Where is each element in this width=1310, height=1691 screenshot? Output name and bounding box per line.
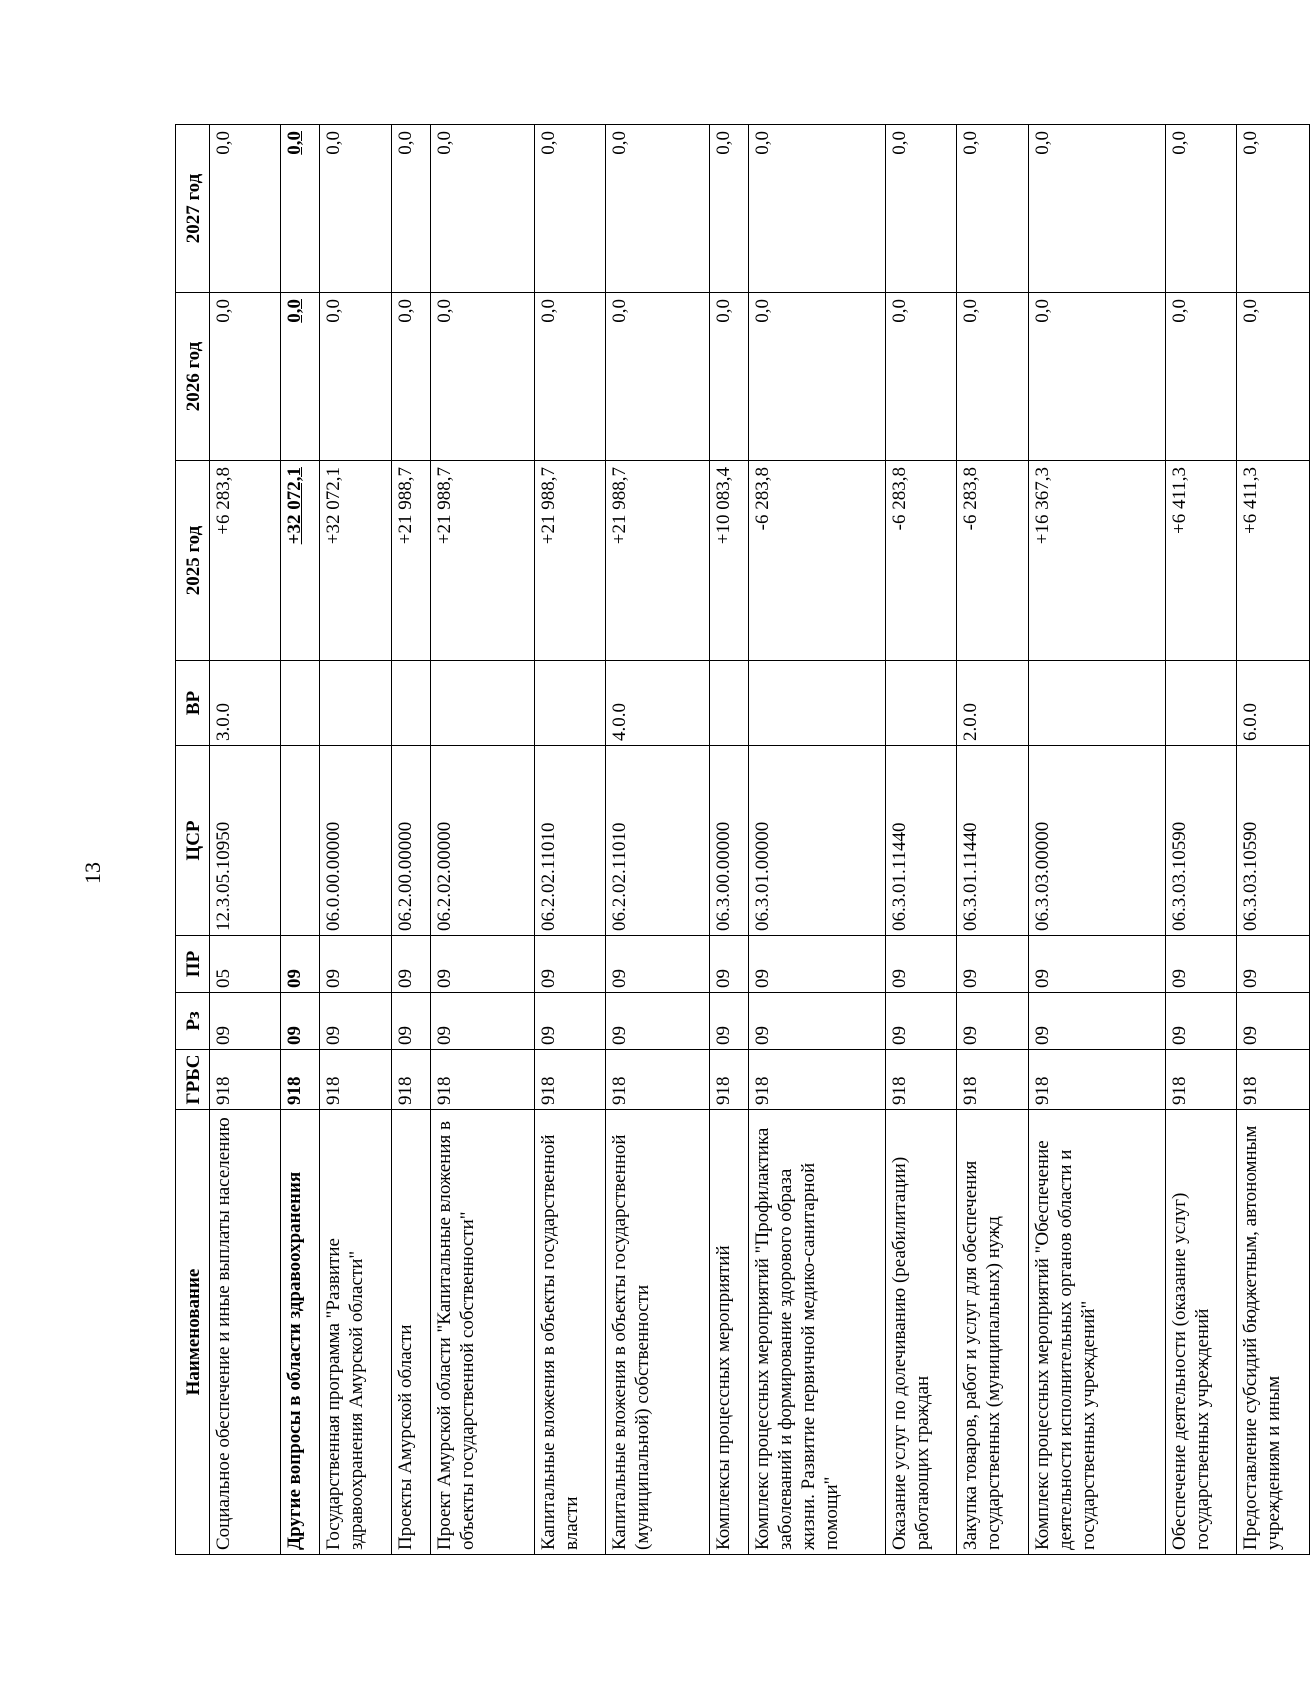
cell-csr: 06.2.00.00000 [391,746,430,936]
cell-pr: 09 [1165,936,1236,993]
cell-rz: 09 [1028,993,1165,1050]
cell-2025: +6 283,8 [210,461,281,661]
cell-2025: -6 283,8 [957,461,1028,661]
cell-2026: 0,0 [710,293,749,461]
cell-name: Проект Амурской области "Капитальные вложения в объекты государственной собственности" [430,1110,534,1555]
cell-pr: 09 [391,936,430,993]
cell-2026: 0,0 [391,293,430,461]
table-row [210,125,281,1555]
cell-2027: 0,0 [281,125,320,293]
header-grbs: ГРБС [176,1050,210,1110]
cell-vr: 3.0.0 [210,661,281,746]
cell-rz: 09 [210,993,281,1050]
cell-grbs: 918 [1165,1050,1236,1110]
cell-vr [885,661,956,746]
cell-2027: 0,0 [710,125,749,293]
cell-2026: 0,0 [749,293,886,461]
cell-2025: +21 988,7 [391,461,430,661]
cell-2025: -6 283,8 [749,461,886,661]
cell-2027: 0,0 [1165,125,1236,293]
cell-csr [281,746,320,936]
cell-vr [430,661,534,746]
table-row [391,125,430,1555]
cell-grbs: 918 [281,1050,320,1110]
cell-pr: 09 [1028,936,1165,993]
cell-2026: 0,0 [320,293,391,461]
cell-grbs: 918 [534,1050,605,1110]
cell-2027: 0,0 [430,125,534,293]
cell-2025: -6 283,8 [885,461,956,661]
table-row [534,125,605,1555]
cell-2025: +32 072,1 [320,461,391,661]
cell-rz: 09 [320,993,391,1050]
cell-csr: 06.3.03.00000 [1028,746,1165,936]
cell-pr: 09 [710,936,749,993]
cell-rz: 09 [1237,993,1310,1050]
cell-2027: 0,0 [1237,125,1310,293]
cell-vr [534,661,605,746]
cell-name: Проекты Амурской области [391,1110,430,1555]
table-row [430,125,534,1555]
cell-2025: +21 988,7 [606,461,710,661]
header-vr: ВР [176,661,210,746]
cell-grbs: 918 [1237,1050,1310,1110]
cell-vr [1165,661,1236,746]
cell-2025: +21 988,7 [534,461,605,661]
cell-name: Капитальные вложения в объекты государственной (муниципальной) собственности [606,1110,710,1555]
cell-pr: 09 [885,936,956,993]
cell-2026: 0,0 [210,293,281,461]
cell-name: Социальное обеспечение и иные выплаты населению [210,1110,281,1555]
cell-rz: 09 [430,993,534,1050]
cell-name: Закупка товаров, работ и услуг для обеспечения государственных (муниципальных) нужд [957,1110,1028,1555]
cell-2025: +32 072,1 [281,461,320,661]
cell-csr: 12.3.05.10950 [210,746,281,936]
cell-2027: 0,0 [320,125,391,293]
budget-table [175,124,1310,1555]
table-row [957,125,1028,1555]
cell-rz: 09 [281,993,320,1050]
cell-csr: 06.3.01.11440 [885,746,956,936]
cell-2026: 0,0 [885,293,956,461]
cell-rz: 09 [710,993,749,1050]
header-pr: ПР [176,936,210,993]
table-row [885,125,956,1555]
table-row [606,125,710,1555]
cell-name: Оказание услуг по долечиванию (реабилитации) работающих граждан [885,1110,956,1555]
cell-rz: 09 [885,993,956,1050]
cell-2027: 0,0 [957,125,1028,293]
cell-rz: 09 [957,993,1028,1050]
cell-pr: 09 [320,936,391,993]
cell-2027: 0,0 [534,125,605,293]
cell-csr: 06.3.03.10590 [1165,746,1236,936]
cell-2026: 0,0 [534,293,605,461]
cell-2026: 0,0 [957,293,1028,461]
cell-2027: 0,0 [606,125,710,293]
cell-2026: 0,0 [606,293,710,461]
cell-pr: 09 [534,936,605,993]
cell-vr [710,661,749,746]
cell-vr [391,661,430,746]
cell-rz: 09 [391,993,430,1050]
page-number: 13 [80,862,105,884]
cell-name: Государственная программа "Развитие здравоохранения Амурской области" [320,1110,391,1555]
cell-name: Предоставление субсидий бюджетным, автономным учреждениям и иным [1237,1110,1310,1555]
cell-name: Комплекс процессных мероприятий "Профилактика заболеваний и формирование здорового образа жизни. Развитие первичной медико-санитарной помощи" [749,1110,886,1555]
cell-2027: 0,0 [1028,125,1165,293]
table-row [1237,125,1310,1555]
header-2025: 2025 год [176,461,210,661]
cell-csr: 06.3.03.10590 [1237,746,1310,936]
cell-csr: 06.3.01.00000 [749,746,886,936]
table-body [210,125,1310,1555]
cell-rz: 09 [534,993,605,1050]
cell-csr: 06.2.02.11010 [534,746,605,936]
cell-vr: 2.0.0 [957,661,1028,746]
cell-2027: 0,0 [210,125,281,293]
table-row [320,125,391,1555]
cell-grbs: 918 [320,1050,391,1110]
cell-grbs: 918 [430,1050,534,1110]
table-row [1165,125,1236,1555]
cell-2025: +6 411,3 [1165,461,1236,661]
cell-grbs: 918 [957,1050,1028,1110]
cell-grbs: 918 [885,1050,956,1110]
header-2027: 2027 год [176,125,210,293]
cell-grbs: 918 [210,1050,281,1110]
cell-vr [1028,661,1165,746]
cell-vr [281,661,320,746]
cell-pr: 09 [749,936,886,993]
rotated-table-container [175,125,1310,1555]
cell-name: Обеспечение деятельности (оказание услуг) государственных учреждений [1165,1110,1236,1555]
cell-2025: +6 411,3 [1237,461,1310,661]
cell-pr: 09 [281,936,320,993]
cell-rz: 09 [749,993,886,1050]
cell-name: Капитальные вложения в объекты государственной власти [534,1110,605,1555]
cell-2027: 0,0 [749,125,886,293]
table-row [749,125,886,1555]
cell-2027: 0,0 [885,125,956,293]
cell-vr [749,661,886,746]
cell-rz: 09 [1165,993,1236,1050]
header-rz: Рз [176,993,210,1050]
cell-pr: 05 [210,936,281,993]
cell-grbs: 918 [391,1050,430,1110]
header-csr: ЦСР [176,746,210,936]
cell-2025: +21 988,7 [430,461,534,661]
cell-grbs: 918 [749,1050,886,1110]
cell-2025: +16 367,3 [1028,461,1165,661]
cell-vr: 6.0.0 [1237,661,1310,746]
cell-name: Другие вопросы в области здравоохранения [281,1110,320,1555]
header-row [176,125,210,1555]
header-2026: 2026 год [176,293,210,461]
table-row [710,125,749,1555]
cell-csr: 06.2.02.11010 [606,746,710,936]
cell-pr: 09 [957,936,1028,993]
cell-2026: 0,0 [281,293,320,461]
cell-2027: 0,0 [391,125,430,293]
cell-2025: +10 083,4 [710,461,749,661]
cell-csr: 06.3.01.11440 [957,746,1028,936]
cell-pr: 09 [606,936,710,993]
cell-rz: 09 [606,993,710,1050]
cell-csr: 06.2.02.00000 [430,746,534,936]
cell-vr: 4.0.0 [606,661,710,746]
cell-pr: 09 [430,936,534,993]
cell-2026: 0,0 [430,293,534,461]
cell-grbs: 918 [1028,1050,1165,1110]
cell-pr: 09 [1237,936,1310,993]
cell-grbs: 918 [606,1050,710,1110]
table-row [1028,125,1165,1555]
cell-2026: 0,0 [1028,293,1165,461]
cell-2026: 0,0 [1165,293,1236,461]
cell-name: Комплекс процессных мероприятий "Обеспечение деятельности исполнительных органов области и государственных учреждений" [1028,1110,1165,1555]
cell-name: Комплексы процессных мероприятий [710,1110,749,1555]
table-row [281,125,320,1555]
cell-csr: 06.0.00.00000 [320,746,391,936]
cell-vr [320,661,391,746]
cell-2026: 0,0 [1237,293,1310,461]
cell-grbs: 918 [710,1050,749,1110]
cell-csr: 06.3.00.00000 [710,746,749,936]
header-name: Наименование [176,1110,210,1555]
